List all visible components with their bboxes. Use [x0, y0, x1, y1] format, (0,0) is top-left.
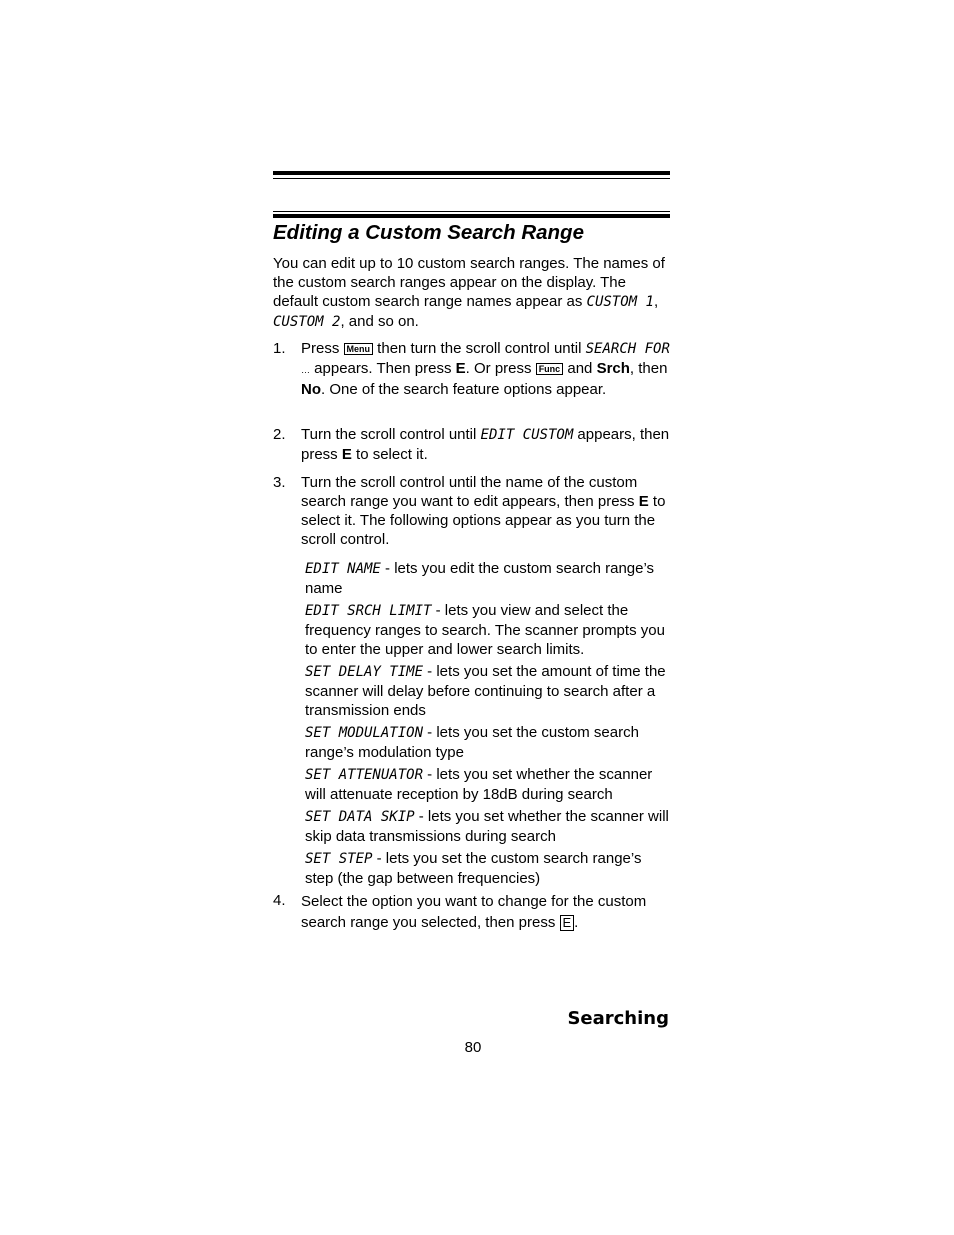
- step-3-text: Turn the scroll control until the name of the custom search range you want to edit appears, then press E to select it. The following options appear as you turn the scroll control.: [301, 474, 666, 548]
- lcd-text: SET DELAY TIME: [305, 664, 424, 680]
- step-2-text: Turn the scroll control until EDIT CUSTOM appears, then press E to select it.: [301, 426, 670, 463]
- lcd-text: SET ATTENUATOR: [305, 767, 424, 783]
- lcd-text: EDIT CUSTOM: [480, 427, 574, 443]
- step-4-text: Select the option you want to change for the custom search range you selected, then press E .: [301, 893, 647, 931]
- lcd-text: SEARCH FOR: [585, 341, 670, 357]
- page-number: 80: [464, 1039, 482, 1056]
- lcd-text: EDIT SRCH LIMIT: [305, 603, 432, 619]
- header-rule-thin: [273, 178, 670, 179]
- step-number: 2.: [273, 426, 286, 443]
- menu-key-icon: Menu: [344, 343, 374, 355]
- lcd-text: CUSTOM 2: [273, 314, 341, 330]
- section-rule-thin: [273, 211, 670, 212]
- option-set-data-skip: SET DATA SKIP - lets you set whether the scanner will skip data transmissions during search: [305, 808, 669, 845]
- page-title: Editing a Custom Search Range: [273, 221, 584, 244]
- option-set-attenuator: SET ATTENUATOR - lets you set whether the scanner will attenuate reception by 18dB during search: [305, 766, 653, 803]
- step-1-text: Press Menu then turn the scroll control until SEARCH FOR … appears. Then press E. Or press Func and Srch, then No. One of the search feature options appear.: [301, 340, 670, 398]
- lcd-text: EDIT NAME: [305, 561, 381, 577]
- section-rule-thick: [273, 214, 670, 218]
- lcd-text: SET STEP: [305, 851, 373, 867]
- step-number: 4.: [273, 892, 286, 909]
- option-set-modulation: SET MODULATION - lets you set the custom search range’s modulation type: [305, 724, 639, 761]
- e-key-icon: E: [560, 915, 575, 931]
- lcd-text: CUSTOM 1: [586, 294, 654, 310]
- option-set-step: SET STEP - lets you set the custom search range’s step (the gap between frequencies): [305, 850, 642, 887]
- lcd-text: SET DATA SKIP: [305, 809, 415, 825]
- header-rule-thick: [273, 171, 670, 175]
- section-footer: Searching: [567, 1008, 669, 1029]
- option-edit-srch-limit: EDIT SRCH LIMIT - lets you view and select the frequency ranges to search. The scanner prompts you to enter the upper and lower search limits.: [305, 602, 665, 658]
- func-key-icon: Func: [536, 363, 564, 375]
- option-set-delay-time: SET DELAY TIME - lets you set the amount of time the scanner will delay before continuing to search after a transmission ends: [305, 663, 666, 719]
- option-edit-name: EDIT NAME - lets you edit the custom search range’s name: [305, 560, 655, 597]
- step-number: 3.: [273, 474, 286, 491]
- step-number: 1.: [273, 340, 286, 357]
- lcd-text: SET MODULATION: [305, 725, 424, 741]
- intro-paragraph: You can edit up to 10 custom search ranges. The names of the custom search ranges appear on the display. The default custom search range names appear as CUSTOM 1, CUSTOM 2, and so on.: [273, 255, 665, 330]
